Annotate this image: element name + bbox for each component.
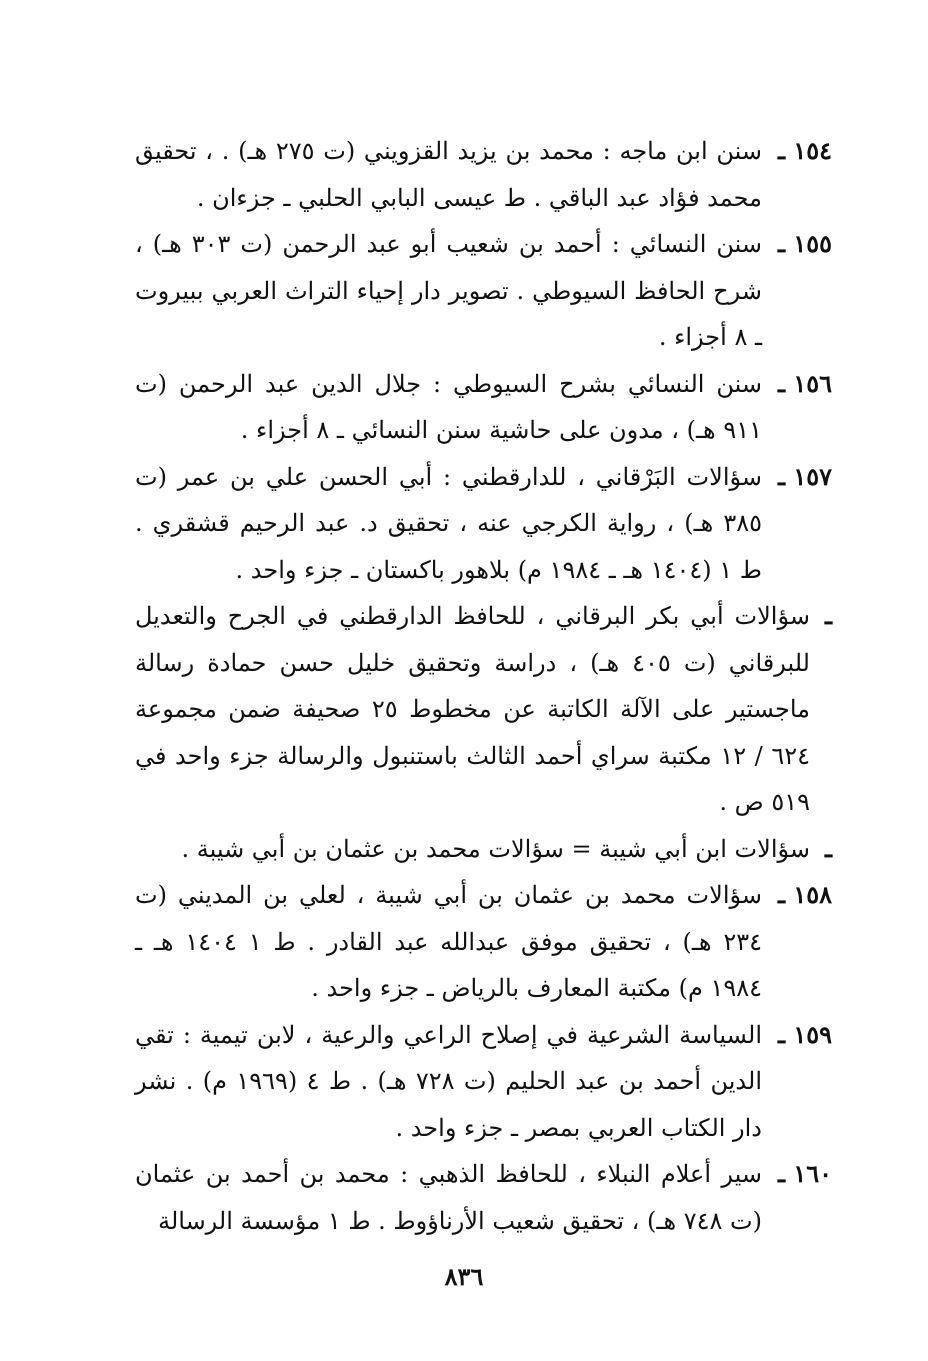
entry-dash: ـ — [824, 833, 832, 863]
entry-number: ١٥٥ ـ — [777, 229, 832, 258]
entry-text: سؤالات ابن أبي شيبة = سؤالات محمد بن عثمان بن أبي شيبة . — [181, 834, 810, 863]
entry-number: ١٥٨ ـ — [777, 880, 832, 909]
entry-text: السياسة الشرعية في إصلاح الراعي والرعية ، لابن تيمية : تقي الدين أحمد بن عبد الحليم (ت ٧٢٨ هـ) . ط ٤ (١٩٦٩ م) . نشر دار الكتاب العربي بمصر ـ جزء واحد . — [135, 1020, 763, 1142]
entry-text: سؤالات البَرْقاني ، للدارقطني : أبي الحسن علي بن عمر (ت ٣٨٥ هـ) ، رواية الكرجي عنه ، تحقيق د. عبد الرحيم قشقري . ط ١ (١٤٠٤ هـ ـ ١٩٨٤ م) بلاهور باكستان ـ جزء واحد . — [135, 462, 762, 584]
entry-text: سؤالات أبي بكر البرقاني ، للحافظ الدارقطني في الجرح والتعديل للبرقاني (ت ٤٠٥ هـ) ، دراسة وتحقيق خليل حسن حمادة رسالة ماجستير على الآلة الكاتبة عن مخطوط ٢٥ صحيفة ضمن مجموعة ٦٢٤ / ١٢ مكتبة سراي أحمد الثالث باستنبول والرسالة جزء واحد في ٥١٩ ص . — [135, 602, 810, 816]
bibliography-entry-155 — [135, 221, 832, 361]
entry-dash: ـ — [824, 601, 832, 630]
bibliography-list — [135, 128, 832, 1244]
entry-number: ١٥٩ ـ — [777, 1019, 832, 1049]
bibliography-entry-157 — [135, 454, 832, 594]
bibliography-subentry-ibn-abi-shayba — [135, 826, 832, 873]
entry-text: سنن النسائي بشرح السيوطي : جلال الدين عبد الرحمن (ت ٩١١ هـ) ، مدون على حاشية سنن النسائي ـ ٨ أجزاء . — [135, 369, 762, 444]
bibliography-entry-160 — [135, 1151, 832, 1244]
entry-text: سنن النسائي : أحمد بن شعيب أبو عبد الرحمن (ت ٣٠٣ هـ) ، شرح الحافظ السيوطي . تصوير دار إحياء التراث العربي ببيروت ـ ٨ أجزاء . — [135, 230, 762, 351]
entry-number: ١٦٠ ـ — [777, 1159, 832, 1188]
entry-text: سير أعلام النبلاء ، للحافظ الذهبي : محمد بن أحمد بن عثمان (ت ٧٤٨ هـ) ، تحقيق شعيب الأرناؤوط . ط ١ مؤسسة الرسالة — [135, 1160, 762, 1235]
entry-text: سؤالات محمد بن عثمان بن أبي شيبة ، لعلي بن المديني (ت ٢٣٤ هـ) ، تحقيق موفق عبدالله عبد القادر . ط ١ ١٤٠٤ هـ ـ ١٩٨٤ م) مكتبة المعارف بالرياض ـ جزء واحد . — [135, 881, 763, 1002]
bibliography-subentry-barqani — [135, 593, 832, 826]
entry-text: سنن ابن ماجه : محمد بن يزيد القزويني (ت ٢٧٥ هـ) . ، تحقيق محمد فؤاد عبد الباقي . ط عيسى البابي الحلبي ـ جزءان . — [135, 137, 762, 212]
bibliography-entry-158 — [135, 872, 832, 1012]
page-number: ٨٣٦ — [444, 1262, 484, 1291]
bibliography-entry-156 — [135, 361, 832, 454]
entry-number: ١٥٤ ـ — [777, 136, 832, 165]
bibliography-entry-159 — [135, 1012, 832, 1152]
entry-number: ١٥٦ ـ — [777, 368, 832, 398]
entry-number: ١٥٧ ـ — [777, 461, 832, 491]
bibliography-entry-154 — [135, 128, 832, 221]
